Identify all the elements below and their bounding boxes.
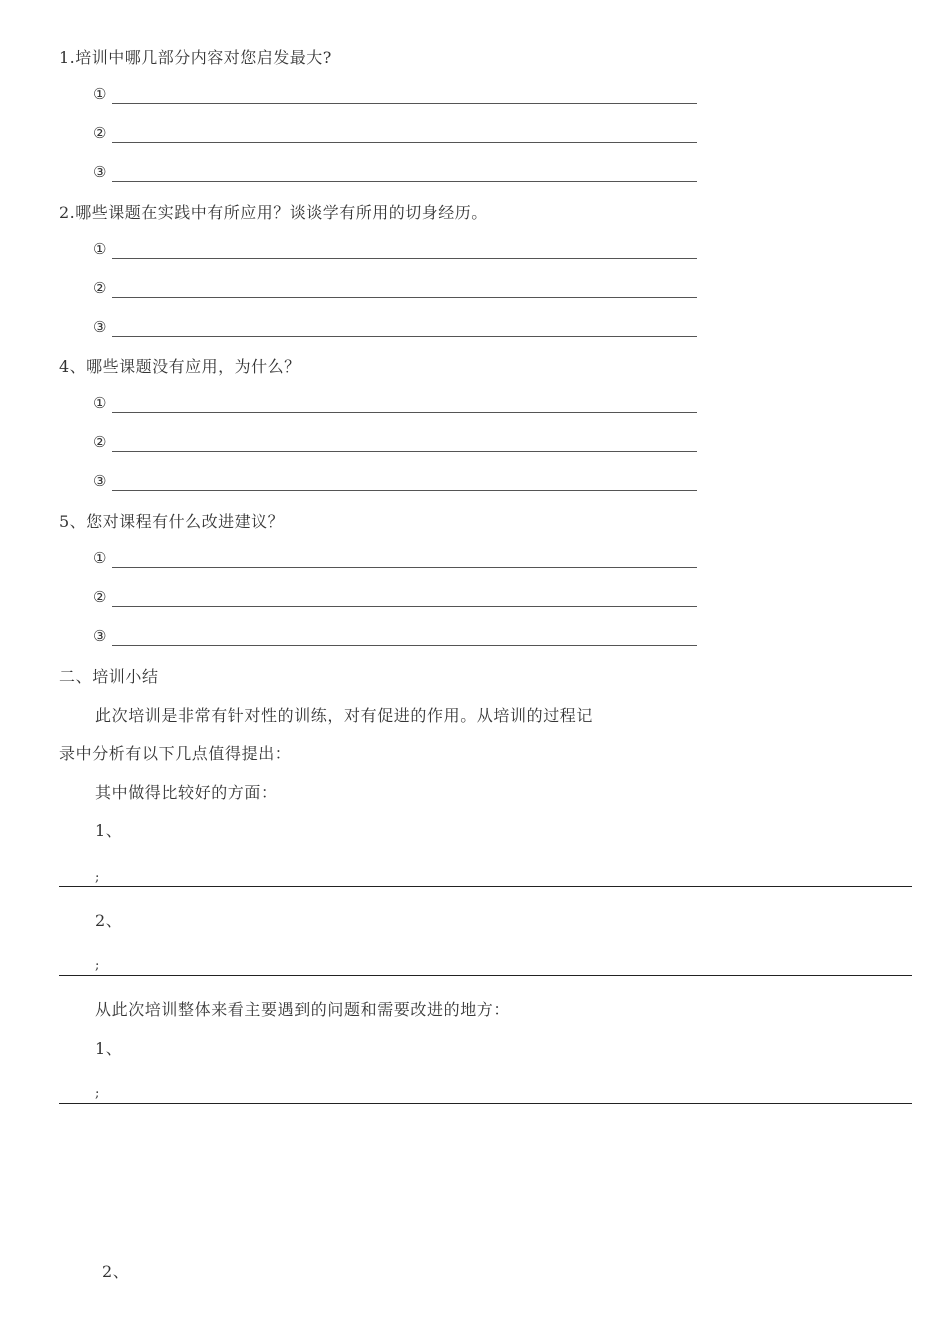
answer-underline [112,258,697,259]
improve-item-1-number: 1、 [95,1039,123,1058]
answer-line-5-1[interactable] [93,544,697,568]
answer-line-2-1[interactable] [93,235,697,259]
intro-paragraph-line-2: 录中分析有以下几点值得提出： [59,744,292,763]
circled-marker: ① [93,549,107,567]
answer-line-5-3[interactable] [93,622,697,646]
answer-underline [112,451,697,452]
answer-underline [112,606,697,607]
question-1-title: 1.培训中哪几部分内容对您启发最大? [59,48,332,67]
circled-marker: ① [93,240,107,258]
improve-item-2-number: 2、 [102,1262,130,1281]
answer-underline [112,567,697,568]
good-aspects-heading: 其中做得比较好的方面： [95,783,278,802]
good-item-1-semicolon: ; [95,870,100,885]
improve-item-1-semicolon: ; [95,1086,100,1101]
section-heading: 二、培训小结 [59,667,159,686]
answer-line-2-2[interactable] [93,274,697,298]
circled-marker: ① [93,85,107,103]
question-2-title: 2.哪些课题在实践中有所应用？谈谈学有所用的切身经历。 [59,203,488,222]
question-5-title: 5、您对课程有什么改进建议？ [59,512,285,531]
good-item-1-line[interactable] [59,886,912,887]
circled-marker: ③ [93,472,107,490]
answer-underline [112,297,697,298]
answer-underline [112,645,697,646]
answer-line-1-2[interactable] [93,119,697,143]
circled-marker: ② [93,588,107,606]
answer-underline [112,412,697,413]
answer-line-1-3[interactable] [93,158,697,182]
question-4-title: 4、哪些课题没有应用，为什么？ [59,357,301,376]
circled-marker: ① [93,394,107,412]
circled-marker: ② [93,124,107,142]
improve-item-1-line[interactable] [59,1103,912,1104]
circled-marker: ② [93,433,107,451]
circled-marker: ② [93,279,107,297]
answer-underline [112,181,697,182]
answer-underline [112,142,697,143]
circled-marker: ③ [93,627,107,645]
answer-line-4-2[interactable] [93,428,697,452]
good-item-2-number: 2、 [95,911,123,930]
good-item-2-line[interactable] [59,975,912,976]
answer-line-1-1[interactable] [93,80,697,104]
answer-line-4-3[interactable] [93,467,697,491]
good-item-2-semicolon: ; [95,958,100,973]
answer-underline [112,103,697,104]
good-item-1-number: 1、 [95,821,123,840]
intro-paragraph-line-1: 此次培训是非常有针对性的训练，对有促进的作用。从培训的过程记 [95,706,594,725]
answer-underline [112,336,697,337]
answer-line-5-2[interactable] [93,583,697,607]
answer-underline [112,490,697,491]
answer-line-4-1[interactable] [93,389,697,413]
circled-marker: ③ [93,318,107,336]
answer-line-2-3[interactable] [93,313,697,337]
improvement-heading: 从此次培训整体来看主要遇到的问题和需要改进的地方： [95,1000,511,1019]
circled-marker: ③ [93,163,107,181]
